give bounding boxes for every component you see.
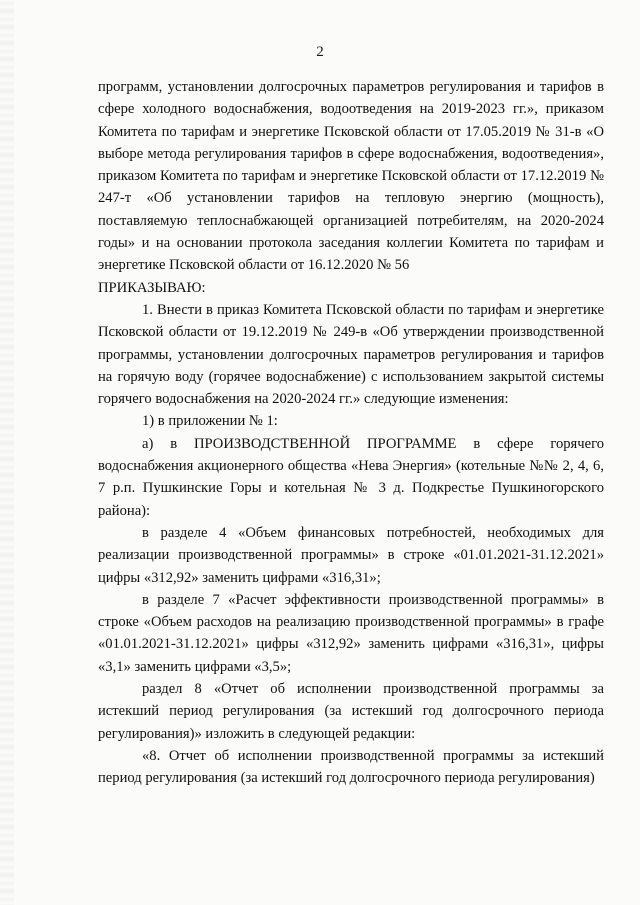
paragraph-preamble-continuation: программ, установлении долгосрочных параметров регулирования и тарифов в сфере холодного водоснабжения, водоотведения на 2019-2023 гг.», приказом Комитета по тарифам и энергетике Псковской области от 17.05.2019 № 31-в «О выборе метода регулирования тарифов в сфере водоснабжения, водоотведения», приказом Комитета по тарифам и энергетике Псковской области от 17.12.2019 № 247-т «Об установлении тарифов на тепловую энергию (мощность), поставляемую теплоснабжающей организацией потребителям, на 2020-2024 годы» и на основании протокола заседания коллегии Комитета по тарифам и энергетике Псковской области от 16.12.2020 № 56 [98,79,604,274]
page-number: 2 [316,44,324,60]
paragraph-section-7: в разделе 7 «Расчет эффективности производственной программы» в строке «Объем расходов на реализацию производственной программы» в графе «01.01.2021-31.12.2021» цифры «312,92» заменить цифрами «316,31», цифры «3,1» заменить цифрами «3,5»; [98,591,604,675]
document-body [98,76,604,790]
paragraph-item-1: 1. Внести в приказ Комитета Псковской области по тарифам и энергетике Псковской области от 19.12.2019 № 249-в «Об утверждении производственной программы, установлении долгосрочных параметров регулирования и тарифов на горячую воду (горячее водоснабжение) с использованием закрытой системы горячего водоснабжения на 2020-2024 гг.» следующие изменения: [98,301,604,408]
scan-edge-artifact [0,0,14,905]
paragraph-section-8: раздел 8 «Отчет об исполнении производственной программы за истекший период регулирования (за истекший год долгосрочного периода регулирования)» изложить в следующей редакции: [98,681,604,742]
paragraph-section-8-new-text: «8. Отчет об исполнении производственной программы за истекший период регулирования (за истекший год долгосрочного периода регулирования) [98,747,604,787]
paragraph-order-heading: ПРИКАЗЫВАЮ: [98,279,206,296]
paragraph-subitem-appendix: 1) в приложении № 1: [142,413,278,430]
paragraph-section-4: в разделе 4 «Объем финансовых потребностей, необходимых для реализации производственной программы» в строке «01.01.2021-31.12.2021» цифры «312,92» заменить цифрами «316,31»; [98,524,604,586]
paragraph-subitem-a: а) в ПРОИЗВОДСТВЕННОЙ ПРОГРАММЕ в сфере горячего водоснабжения акционерного общества «Нева Энергия» (котельные №№ 2, 4, 6, 7 р.п. Пушкинские Горы и котельная № 3 д. Подкрестье Пушкиногорского района): [98,435,604,519]
